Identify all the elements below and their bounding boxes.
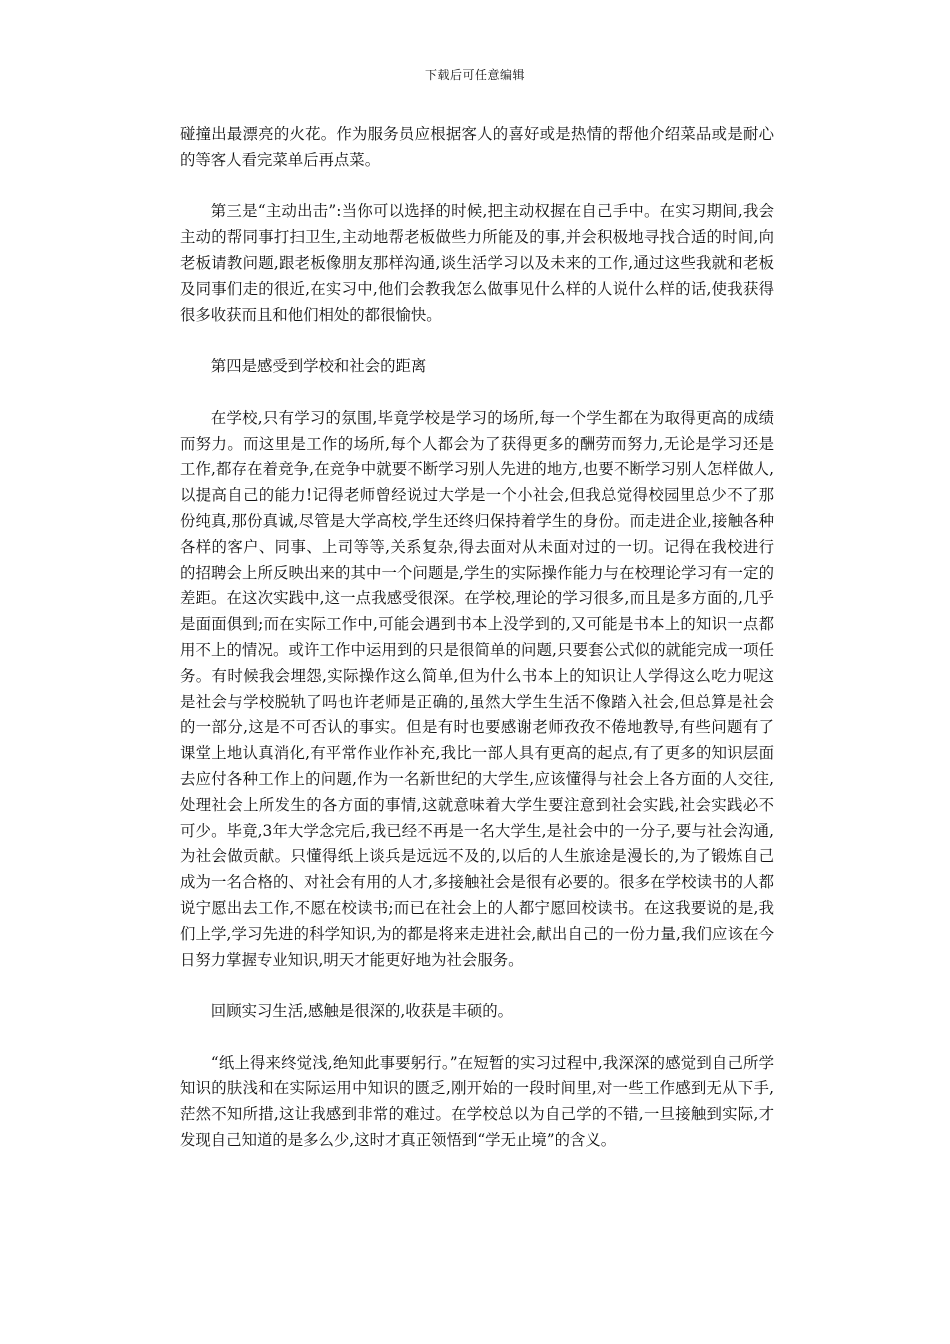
paragraph-gap [180, 328, 774, 354]
paragraph-continuation: 碰撞出最漂亮的火花。作为服务员应根据客人的喜好或是热情的帮他介绍菜品或是耐心的等客人看完菜单后再点菜。 [180, 125, 774, 169]
paragraph-gap [180, 973, 774, 999]
paragraph-fourth-heading: 第四是感受到学校和社会的距离 [210, 357, 427, 376]
paragraph-school-society: 在学校,只有学习的氛围,毕竟学校是学习的场所,每一个学生都在为取得更高的成绩而努力。而这里是工作的场所,每个人都会为了获得更多的酬劳而努力,无论是学习还是工作,都存在着竞争,在竞争中就要不断学习别人先进的地方,也要不断学习别人怎样做人,以提高自己的能力!记得老师曾经说过大学是一个小社会,但我总觉得校园里总少不了那份纯真,那份真诚,尽管是大学高校,学生还终归保持着学生的身份。而走进企业,接触各种各样的客户、同事、上司等等,关系复杂,得去面对从未面对过的一切。记得在我校进行的招聘会上所反映出来的其中一个问题是,学生的实际操作能力与在校理论学习有一定的差距。在这次实践中,这一点我感受很深。在学校,理论的学习很多,而且是多方面的,几乎是面面俱到;而在实际工作中,可能会遇到书本上没学到的,又可能是书本上的知识一点都用不上的情况。或许工作中运用到的只是很简单的问题,只要套公式似的就能完成一项任务。有时候我会埋怨,实际操作这么简单,但为什么书本上的知识让人学得这么吃力呢这是社会与学校脱轨了吗也许老师是正确的,虽然大学生生活不像踏入社会,但总算是社会的一部分,这是不可否认的事实。但是有时也要感谢老师孜孜不倦地教导,有些问题有了课堂上地认真消化,有平常作业作补充,我比一部人具有更高的起点,有了更多的知识层面去应付各种工作上的问题,作为一名新世纪的大学生,应该懂得与社会上各方面的人交往,处理社会上所发生的各方面的事情,这就意味着大学生要注意到社会实践,社会实践必不可少。毕竟,3年大学念完后,我已经不再是一名大学生,是社会中的一分子,要与社会沟通,为社会做贡献。只懂得纸上谈兵是远远不及的,以后的人生旅途是漫长的,为了锻炼自己成为一名合格的、对社会有用的人才,多接触社会是很有必要的。很多在学校读书的人都说宁愿出去工作,不愿在校读书;而已在社会上的人都宁愿回校读书。在这我要说的是,我们上学,学习先进的科学知识,为的都是将来走进社会,献出自己的一份力量,我们应该在今日努力掌握专业知识,明天才能更好地为社会服务。 [180, 408, 774, 969]
paragraph-third-point: 第三是“主动出击”:当你可以选择的时候,把主动权握在自己手中。在实习期间,我会主动的帮同事打扫卫生,主动地帮老板做些力所能及的事,并会积极地寻找合适的时间,向老板请教问题,跟老板像朋友那样沟通,谈生活学习以及未来的工作,通过这些我就和老板及同事们走的很近,在实习中,他们会教我怎么做事见什么样的人说什么样的话,使我获得很多收获而且和他们相处的都很愉快。 [180, 202, 774, 324]
paragraph-gap [180, 380, 774, 406]
paragraph-quote: “纸上得来终觉浅,绝知此事要躬行。”在短暂的实习过程中,我深深的感觉到自己所学知识的肤浅和在实际运用中知识的匮乏,刚开始的一段时间里,对一些工作感到无从下手,茫然不知所措,这让我感到非常的难过。在学校总以为自己学的不错,一旦接触到实际,才发现自己知道的是多么少,这时才真正领悟到“学无止境”的含义。 [180, 1053, 774, 1150]
document-body [180, 122, 774, 1154]
paragraph-gap [180, 1025, 774, 1051]
paragraph-review: 回顾实习生活,感触是很深的,收获是丰硕的。 [210, 1002, 514, 1021]
paragraph-gap [180, 174, 774, 200]
header-note: 下载后可任意编辑 [424, 68, 525, 82]
